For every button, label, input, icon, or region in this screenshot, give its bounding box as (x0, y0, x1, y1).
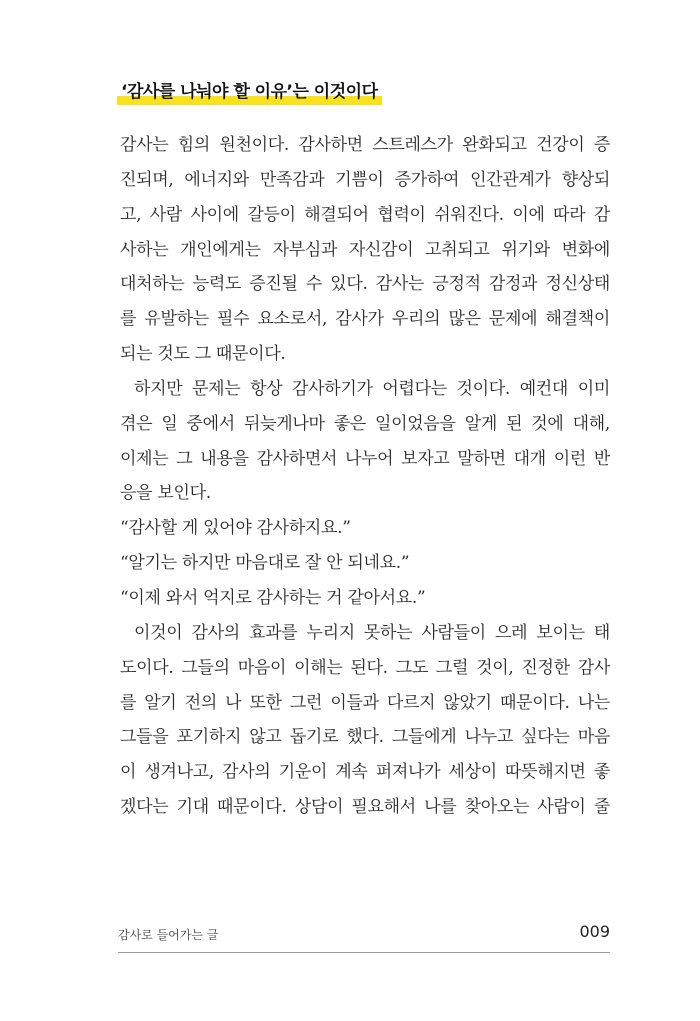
paragraph-line: 를 알기 전의 나 또한 그런 이들과 다르지 않았기 때문이다. 나는 (120, 692, 610, 713)
body-text (120, 128, 610, 825)
paragraph-line: 도이다. 그들의 마음이 이해는 된다. 그도 그럴 것이, 진정한 감사 (120, 657, 610, 678)
paragraph-line: 대처하는 능력도 증진될 수 있다. 감사는 긍정적 감정과 정신상태 (120, 274, 610, 295)
paragraph-line: 그들을 포기하지 않고 돕기로 했다. 그들에게 나누고 싶다는 마음 (120, 727, 610, 748)
footer-divider (118, 952, 610, 953)
paragraph-line: 겪은 일 중에서 뒤늦게나마 좋은 일이었음을 알게 된 것에 대해, (120, 413, 610, 434)
page-number: 009 (579, 922, 610, 941)
paragraph-line: 이제는 그 내용을 감사하면서 나누어 보자고 말하면 대개 이런 반 (120, 448, 610, 469)
paragraph-line: 하지만 문제는 항상 감사하기가 어렵다는 것이다. 예컨대 이미 (134, 378, 610, 399)
paragraph-line: 사하는 개인에게는 자부심과 자신감이 고취되고 위기와 변화에 (120, 239, 610, 260)
paragraph-line: 이 생겨나고, 감사의 기운이 계속 퍼져나가 세상이 따뜻해지면 좋 (120, 762, 610, 783)
paragraph-line: 감사는 힘의 원천이다. 감사하면 스트레스가 완화되고 건강이 증 (120, 135, 610, 155)
quote-line: “이제 와서 억지로 감사하는 거 같아서요.” (120, 587, 426, 608)
quote-line: “알기는 하지만 마음대로 잘 안 되네요.” (120, 553, 410, 574)
section-heading-text: ‘감사를 나눠야 할 이유’는 이것이다 (121, 82, 378, 102)
section-heading (117, 81, 382, 105)
footer-section-title: 감사로 들어가는 글 (118, 928, 219, 942)
paragraph-line: 이것이 감사의 효과를 누리지 못하는 사람들이 으레 보이는 태 (134, 622, 610, 643)
paragraph-line: 고, 사람 사이에 갈등이 해결되어 협력이 쉬워진다. 이에 따라 감 (120, 204, 610, 225)
paragraph-line: 진되며, 에너지와 만족감과 기쁨이 증가하여 인간관계가 향상되 (120, 169, 610, 190)
paragraph-line: 를 유발하는 필수 요소로서, 감사가 우리의 많은 문제에 해결책이 (120, 309, 610, 330)
paragraph-line: 겠다는 기대 때문이다. 상담이 필요해서 나를 찾아오는 사람이 줄 (120, 797, 610, 818)
paragraph-line: 되는 것도 그 때문이다. (120, 344, 286, 365)
quote-line: “감사할 게 있어야 감사하지요.” (120, 518, 351, 539)
paragraph-line: 응을 보인다. (120, 483, 211, 504)
